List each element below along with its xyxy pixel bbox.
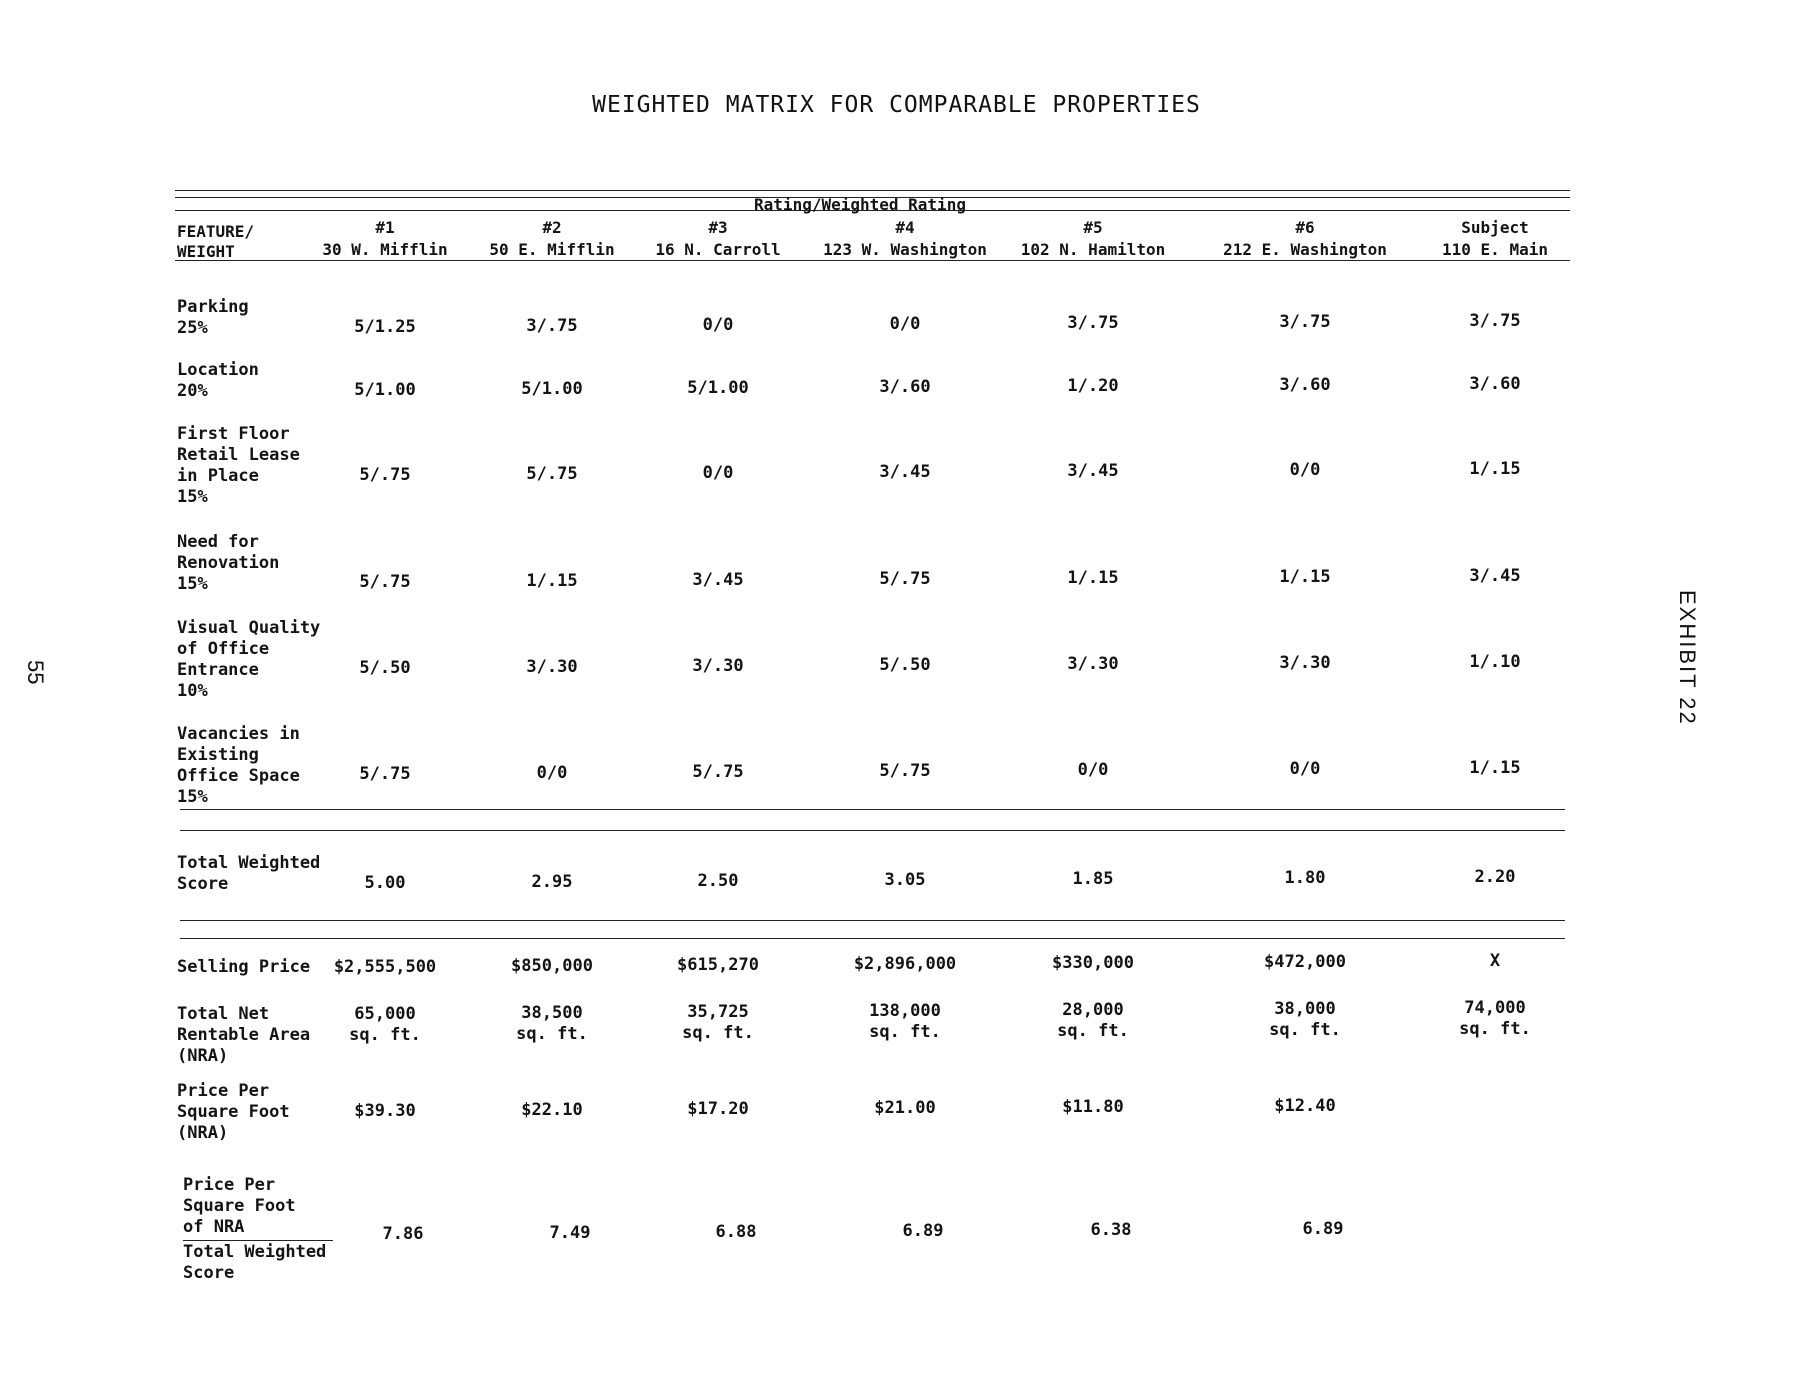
- rating-row-value: 5/.75: [359, 764, 411, 784]
- rating-row-value: 5/.75: [526, 464, 578, 484]
- rating-row-value: 5/.75: [692, 762, 744, 782]
- page-title: WEIGHTED MATRIX FOR COMPARABLE PROPERTIES: [592, 92, 1201, 118]
- rating-row-value: 3/.30: [526, 657, 578, 677]
- rating-row-value: 1/.15: [1469, 459, 1521, 479]
- rating-row-value: 3/.60: [1279, 375, 1331, 395]
- price-row-value: 28,000 sq. ft.: [1057, 1000, 1129, 1041]
- rating-row-value: 1/.15: [526, 571, 578, 591]
- price-row-value: $2,555,500: [333, 957, 437, 977]
- price-row-label: Total Net Rentable Area (NRA): [177, 1004, 311, 1066]
- total-row-value: 2.95: [531, 872, 573, 892]
- price-row-value: 74,000 sq. ft.: [1459, 998, 1531, 1039]
- price-row-value: $615,270: [677, 955, 759, 975]
- price-row-value: $39.30: [354, 1101, 416, 1121]
- group-header: Rating/Weighted Rating: [754, 195, 966, 214]
- rating-row-value: 5/.75: [359, 465, 411, 485]
- rating-row-value: 0/0: [1289, 460, 1321, 480]
- rule-before-total-2: [180, 830, 1565, 831]
- rating-row-value: 5/1.00: [521, 379, 583, 399]
- rating-row-value: 0/0: [536, 763, 568, 783]
- rating-row-value: 3/.45: [879, 462, 931, 482]
- rating-row-label: Visual Quality of Office Entrance 10%: [177, 618, 321, 701]
- rating-row-value: 5/.50: [879, 655, 931, 675]
- rating-row-label: Vacancies in Existing Office Space 15%: [177, 724, 300, 807]
- rating-row-value: 3/.75: [526, 316, 578, 336]
- rating-row-value: 0/0: [702, 463, 734, 483]
- rating-row-value: 3/.45: [1469, 566, 1521, 586]
- rating-row-label: Parking 25%: [177, 297, 249, 338]
- price-row-value: $17.20: [687, 1099, 749, 1119]
- column-name-4: 123 W. Washington: [823, 240, 987, 259]
- price-row-value: $21.00: [874, 1098, 936, 1118]
- rule-after-total-1: [180, 920, 1565, 921]
- rating-row-value: 3/.30: [1279, 653, 1331, 673]
- rule-top: [175, 190, 1570, 191]
- total-row-value: 2.50: [697, 871, 739, 891]
- rating-row-label: Location 20%: [177, 360, 259, 401]
- rating-row-value: 5/1.00: [687, 378, 749, 398]
- price-row-value: $12.40: [1274, 1096, 1336, 1116]
- rating-row-value: 5/1.25: [354, 317, 416, 337]
- ratio-denominator-label: Total Weighted Score: [183, 1242, 327, 1283]
- rating-row-label: First Floor Retail Lease in Place 15%: [177, 424, 300, 507]
- rating-row-value: 1/.15: [1279, 567, 1331, 587]
- column-name-5: 102 N. Hamilton: [1020, 240, 1166, 259]
- column-number-2: #2: [542, 218, 562, 237]
- rating-row-value: 0/0: [1077, 760, 1109, 780]
- column-number-3: #3: [708, 218, 728, 237]
- column-name-1: 30 W. Mifflin: [322, 240, 448, 259]
- rating-row-value: 3/.30: [1067, 654, 1119, 674]
- total-row-label: Total Weighted Score: [177, 853, 321, 894]
- total-row-value: 1.80: [1284, 868, 1326, 888]
- price-row-value: 38,500 sq. ft.: [516, 1003, 588, 1044]
- ratio-row-value: 7.49: [549, 1223, 591, 1243]
- rating-row-value: 3/.60: [879, 377, 931, 397]
- price-row-value: 38,000 sq. ft.: [1269, 999, 1341, 1040]
- price-row-value: $330,000: [1052, 953, 1134, 973]
- rule-before-total-1: [180, 809, 1565, 810]
- ratio-numerator-label: Price Per Square Foot of NRA: [183, 1175, 296, 1237]
- total-row-value: 5.00: [364, 873, 406, 893]
- rating-row-value: 3/.75: [1469, 311, 1521, 331]
- price-row-value: $11.80: [1062, 1097, 1124, 1117]
- rating-row-value: 3/.75: [1279, 312, 1331, 332]
- column-name-6: 212 E. Washington: [1223, 240, 1387, 259]
- rating-row-value: 5/1.00: [354, 380, 416, 400]
- ratio-row-value: 6.89: [1302, 1219, 1344, 1239]
- column-number-1: #1: [375, 218, 395, 237]
- ratio-row-value: 6.89: [902, 1221, 944, 1241]
- rule-after-total-2: [180, 938, 1565, 939]
- price-row-label: Price Per Square Foot (NRA): [177, 1081, 290, 1143]
- rating-row-value: 0/0: [702, 315, 734, 335]
- price-row-value: $472,000: [1264, 952, 1346, 972]
- price-row-value: 65,000 sq. ft.: [349, 1004, 421, 1045]
- column-number-6: #6: [1295, 218, 1315, 237]
- rating-row-value: 1/.10: [1469, 652, 1521, 672]
- price-row-value: $2,896,000: [853, 954, 957, 974]
- column-number-4: #4: [895, 218, 915, 237]
- rating-row-value: 0/0: [1289, 759, 1321, 779]
- price-row-value: 138,000 sq. ft.: [869, 1001, 941, 1042]
- ratio-row-value: 6.38: [1090, 1220, 1132, 1240]
- rating-row-value: 5/.50: [359, 658, 411, 678]
- ratio-row-value: 6.88: [715, 1222, 757, 1242]
- price-row-value: $22.10: [521, 1100, 583, 1120]
- rating-row-value: 5/.75: [879, 569, 931, 589]
- rating-row-value: 1/.15: [1469, 758, 1521, 778]
- rating-row-value: 0/0: [889, 314, 921, 334]
- rule-under-header: [175, 260, 1570, 261]
- column-name-3: 16 N. Carroll: [655, 240, 781, 259]
- price-row-value: $850,000: [511, 956, 593, 976]
- rating-row-value: 3/.45: [1067, 461, 1119, 481]
- rating-row-value: 3/.75: [1067, 313, 1119, 333]
- total-row-value: 2.20: [1474, 867, 1516, 887]
- page-number: 55: [23, 660, 48, 685]
- rating-row-value: 3/.45: [692, 570, 744, 590]
- price-row-label: Selling Price: [177, 957, 311, 977]
- total-row-value: 1.85: [1072, 869, 1114, 889]
- exhibit-label: EXHIBIT 22: [1675, 590, 1700, 726]
- rating-row-value: 3/.30: [692, 656, 744, 676]
- rating-row-value: 1/.20: [1067, 376, 1119, 396]
- price-row-value: 35,725 sq. ft.: [682, 1002, 754, 1043]
- rating-row-value: 5/.75: [359, 572, 411, 592]
- price-row-value: X: [1489, 951, 1501, 971]
- rating-row-value: 1/.15: [1067, 568, 1119, 588]
- ratio-row-value: 7.86: [382, 1224, 424, 1244]
- rating-row-label: Need for Renovation 15%: [177, 532, 280, 594]
- column-number-7: Subject: [1461, 218, 1529, 237]
- column-name-7: 110 E. Main: [1442, 240, 1548, 259]
- feature-weight-header: FEATURE/ WEIGHT: [177, 222, 255, 261]
- column-number-5: #5: [1083, 218, 1103, 237]
- rating-row-value: 3/.60: [1469, 374, 1521, 394]
- column-name-2: 50 E. Mifflin: [489, 240, 615, 259]
- rating-row-value: 5/.75: [879, 761, 931, 781]
- total-row-value: 3.05: [884, 870, 926, 890]
